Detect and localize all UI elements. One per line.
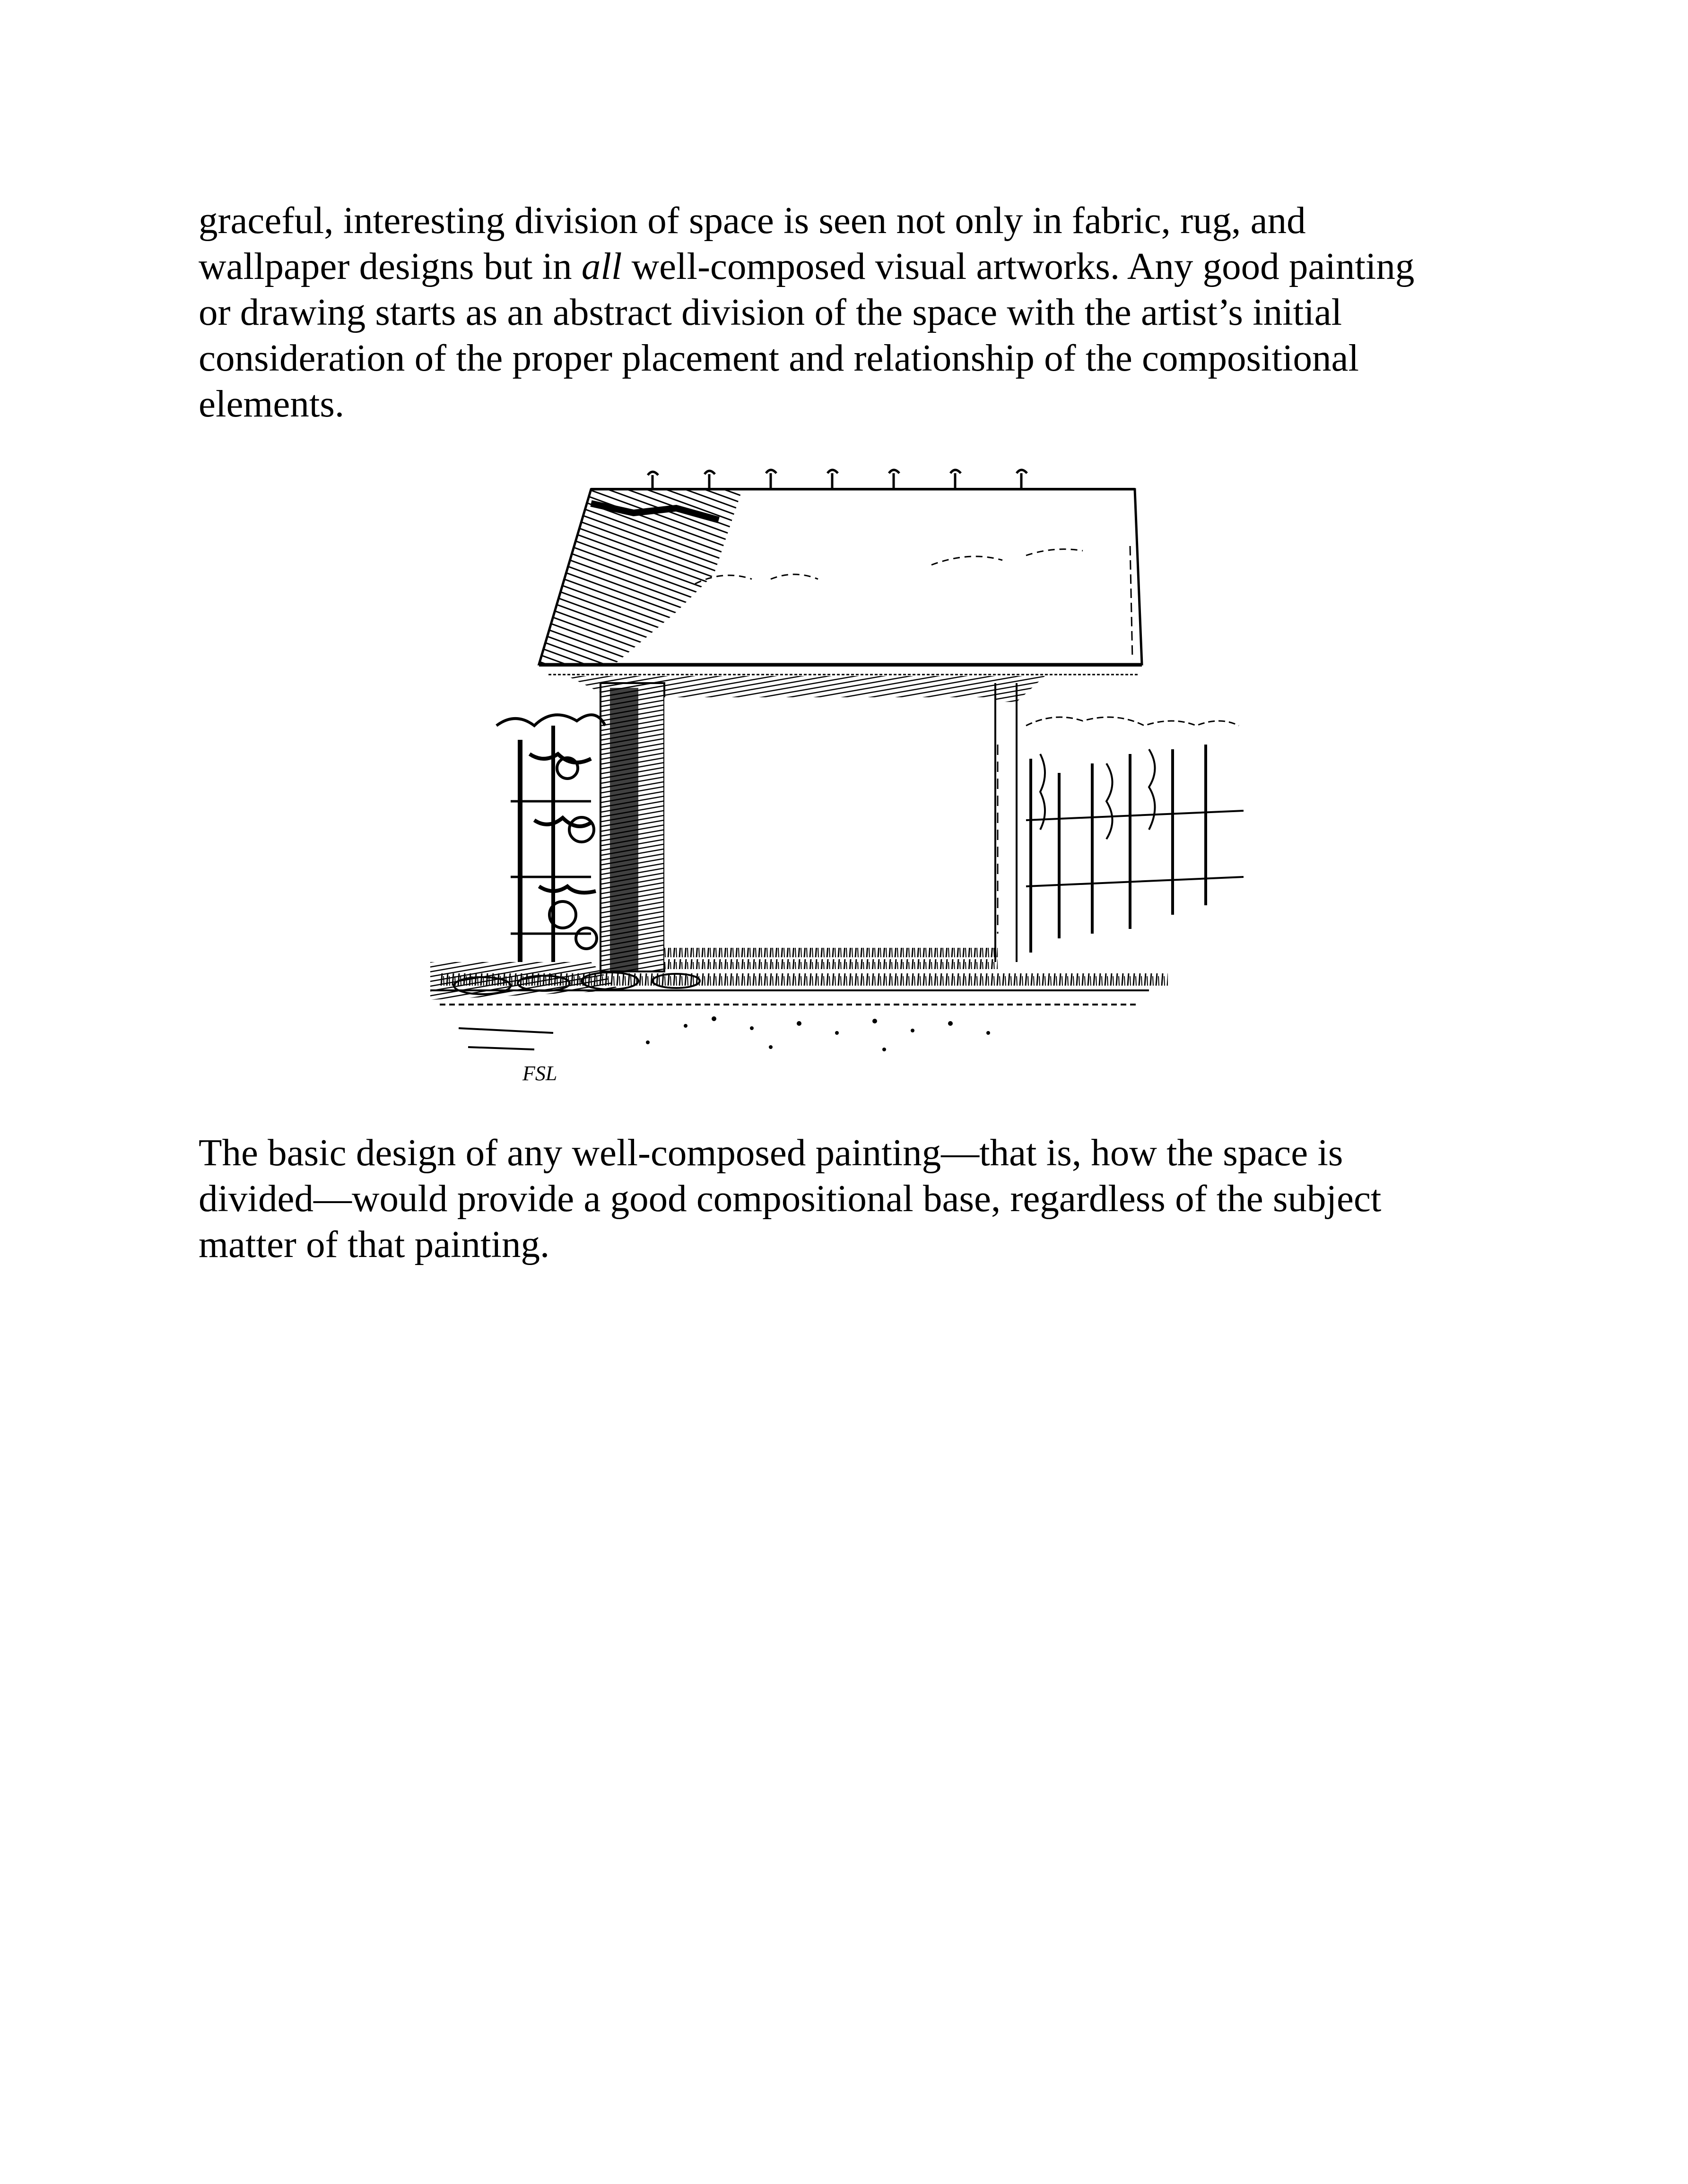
wall-base-hatch — [664, 948, 998, 969]
shed-drawing — [411, 461, 1281, 1104]
shed-wall — [664, 697, 995, 962]
paragraph-1-italic-word: all — [581, 245, 622, 287]
right-fence — [1026, 717, 1244, 953]
artist-signature: FSL — [522, 1062, 557, 1085]
pen-ink-shed-illustration — [411, 461, 1281, 1104]
paragraph-1-text-end: well-composed visual artworks. Any good painting or drawing starts as an abstract division of the space with the artist’s initial consideration of the proper placement and relationship of the compositional elements. — [199, 245, 1415, 425]
ground-dots — [646, 1016, 990, 1051]
paragraph-1-text-start: graceful, interesting division of space is seen not only in fabric, rug, and wallpaper designs but in — [199, 199, 1306, 287]
foreground-hatch — [430, 962, 619, 1000]
paragraph-2: The basic design of any well-composed painting—that is, how the space is divided—would provide a good compositional base, regardless of the subject matter of that painting. — [199, 1131, 1382, 1265]
left-vines — [496, 715, 605, 962]
paragraph-1 — [199, 198, 1513, 427]
